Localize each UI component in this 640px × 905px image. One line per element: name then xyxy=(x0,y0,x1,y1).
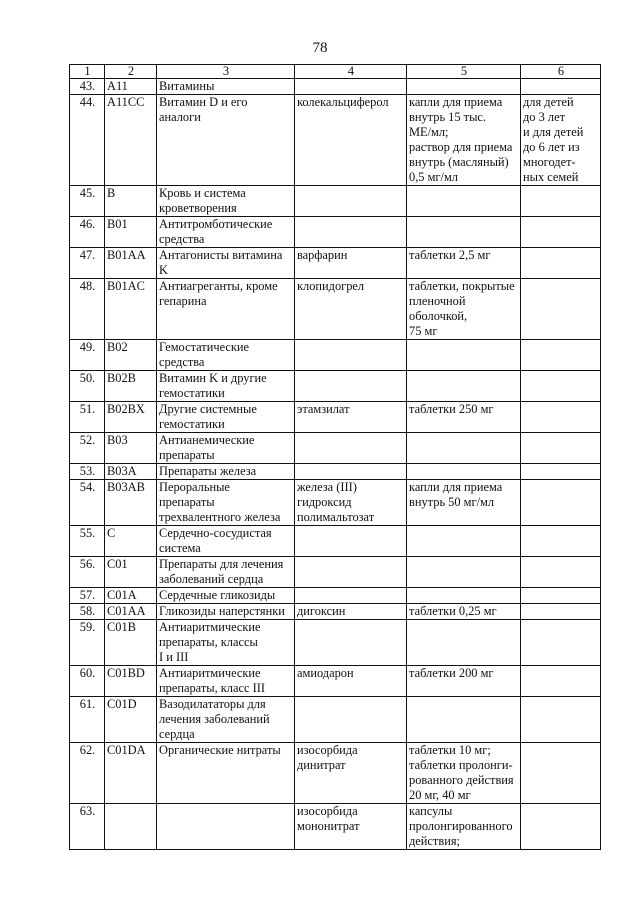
anatomical-group-line: Вазодилататоры для xyxy=(159,697,266,711)
anatomical-group-cell xyxy=(157,743,295,804)
dosage-form-line: оболочкой, xyxy=(409,309,468,323)
anatomical-group-cell xyxy=(157,371,295,402)
dosage-form-cell xyxy=(407,340,521,371)
column-header: 4 xyxy=(295,65,407,79)
row-number-cell: 62. xyxy=(70,743,105,804)
row-number-cell: 44. xyxy=(70,95,105,186)
drug-name-cell xyxy=(295,95,407,186)
dosage-form-cell xyxy=(407,804,521,850)
note-line: до 6 лет из xyxy=(523,140,580,154)
dosage-form-cell xyxy=(407,371,521,402)
drug-name-cell xyxy=(295,557,407,588)
dosage-form-cell xyxy=(407,604,521,620)
table-row xyxy=(70,620,601,666)
dosage-form-cell xyxy=(407,433,521,464)
anatomical-group-cell xyxy=(157,526,295,557)
row-number-cell: 45. xyxy=(70,186,105,217)
note-cell xyxy=(521,340,601,371)
dosage-form-cell xyxy=(407,279,521,340)
atc-code-cell xyxy=(105,804,157,850)
anatomical-group-cell xyxy=(157,804,295,850)
drug-name-line: железа (III) xyxy=(297,480,357,494)
note-cell xyxy=(521,186,601,217)
note-cell xyxy=(521,279,601,340)
atc-code-cell: A11CC xyxy=(105,95,157,186)
row-number-cell: 43. xyxy=(70,79,105,95)
dosage-form-line: капли для приема xyxy=(409,95,503,109)
dosage-form-cell xyxy=(407,588,521,604)
anatomical-group-line: Сердечно-сосудистая xyxy=(159,526,272,540)
anatomical-group-line: средства xyxy=(159,232,205,246)
anatomical-group-line: I и III xyxy=(159,650,189,664)
table-row xyxy=(70,464,601,480)
anatomical-group-line: сердца xyxy=(159,727,195,741)
atc-code-cell: C01A xyxy=(105,588,157,604)
anatomical-group-line: Органические нитраты xyxy=(159,743,281,757)
table-row xyxy=(70,79,601,95)
column-header: 3 xyxy=(157,65,295,79)
row-number-cell: 58. xyxy=(70,604,105,620)
note-cell xyxy=(521,480,601,526)
drug-name-cell xyxy=(295,604,407,620)
anatomical-group-cell xyxy=(157,464,295,480)
anatomical-group-cell xyxy=(157,620,295,666)
drug-name-line: гидроксид xyxy=(297,495,352,509)
row-number-cell: 52. xyxy=(70,433,105,464)
atc-code-cell: B02 xyxy=(105,340,157,371)
note-line: и для детей xyxy=(523,125,584,139)
row-number-cell: 57. xyxy=(70,588,105,604)
anatomical-group-cell xyxy=(157,279,295,340)
drug-name-cell xyxy=(295,697,407,743)
atc-code-cell: B02BX xyxy=(105,402,157,433)
dosage-form-line: внутрь 15 тыс. xyxy=(409,110,487,124)
anatomical-group-line: аналоги xyxy=(159,110,201,124)
row-number-cell: 60. xyxy=(70,666,105,697)
anatomical-group-line: трехвалентного железа xyxy=(159,510,281,524)
note-cell xyxy=(521,620,601,666)
note-cell xyxy=(521,433,601,464)
drug-name-cell xyxy=(295,433,407,464)
drug-name-line: этамзилат xyxy=(297,402,350,416)
table-body xyxy=(70,79,601,850)
table-row xyxy=(70,743,601,804)
drug-name-cell xyxy=(295,588,407,604)
table-row xyxy=(70,666,601,697)
page-number: 78 xyxy=(312,40,328,56)
anatomical-group-cell xyxy=(157,217,295,248)
table-row xyxy=(70,557,601,588)
dosage-form-line: капли для приема xyxy=(409,480,503,494)
anatomical-group-line: Антиаритмические xyxy=(159,620,261,634)
row-number-cell: 54. xyxy=(70,480,105,526)
dosage-form-line: таблетки 200 мг xyxy=(409,666,494,680)
note-cell xyxy=(521,588,601,604)
atc-code-cell: A11 xyxy=(105,79,157,95)
anatomical-group-line: препараты, классы xyxy=(159,635,258,649)
row-number-cell: 53. xyxy=(70,464,105,480)
row-number-cell: 55. xyxy=(70,526,105,557)
dosage-form-cell xyxy=(407,402,521,433)
anatomical-group-cell xyxy=(157,340,295,371)
anatomical-group-line: Гликозиды наперстянки xyxy=(159,604,285,618)
atc-code-cell: B xyxy=(105,186,157,217)
dosage-form-line: МЕ/мл; xyxy=(409,125,449,139)
note-cell xyxy=(521,804,601,850)
dosage-form-cell xyxy=(407,697,521,743)
anatomical-group-line: Антиагреганты, кроме xyxy=(159,279,278,293)
anatomical-group-line: Другие системные xyxy=(159,402,257,416)
row-number-cell: 46. xyxy=(70,217,105,248)
note-cell xyxy=(521,79,601,95)
table-row xyxy=(70,804,601,850)
row-number-cell: 56. xyxy=(70,557,105,588)
dosage-form-cell xyxy=(407,186,521,217)
anatomical-group-line: заболеваний сердца xyxy=(159,572,264,586)
anatomical-group-cell xyxy=(157,433,295,464)
row-number-cell: 50. xyxy=(70,371,105,402)
atc-code-cell: B01 xyxy=(105,217,157,248)
anatomical-group-cell xyxy=(157,480,295,526)
note-line: многодет- xyxy=(523,155,576,169)
dosage-form-cell xyxy=(407,79,521,95)
drug-name-cell xyxy=(295,743,407,804)
anatomical-group-line: средства xyxy=(159,355,205,369)
column-header: 1 xyxy=(70,65,105,79)
anatomical-group-line: кроветворения xyxy=(159,201,237,215)
table-row xyxy=(70,697,601,743)
drug-name-cell xyxy=(295,371,407,402)
dosage-form-line: раствор для приема xyxy=(409,140,513,154)
drug-name-line: изосорбида xyxy=(297,804,358,818)
atc-code-cell: C xyxy=(105,526,157,557)
dosage-form-cell xyxy=(407,217,521,248)
table-row xyxy=(70,588,601,604)
drug-name-line: полимальтозат xyxy=(297,510,375,524)
dosage-form-line: действия; xyxy=(409,834,460,848)
table-row xyxy=(70,604,601,620)
drug-name-cell xyxy=(295,248,407,279)
dosage-form-line: таблетки 10 мг; xyxy=(409,743,491,757)
anatomical-group-line: Антиаритмические xyxy=(159,666,261,680)
note-line: до 3 лет xyxy=(523,110,565,124)
table-row xyxy=(70,433,601,464)
atc-code-cell: C01 xyxy=(105,557,157,588)
dosage-form-cell xyxy=(407,557,521,588)
atc-code-cell: C01B xyxy=(105,620,157,666)
dosage-form-cell xyxy=(407,620,521,666)
anatomical-group-line: Сердечные гликозиды xyxy=(159,588,276,602)
anatomical-group-line: гемостатики xyxy=(159,417,225,431)
column-header: 2 xyxy=(105,65,157,79)
anatomical-group-line: Витамин K и другие xyxy=(159,371,267,385)
anatomical-group-cell xyxy=(157,248,295,279)
table-row xyxy=(70,402,601,433)
anatomical-group-line: лечения заболеваний xyxy=(159,712,270,726)
drug-name-cell xyxy=(295,279,407,340)
row-number-cell: 61. xyxy=(70,697,105,743)
note-cell xyxy=(521,371,601,402)
anatomical-group-line: K xyxy=(159,263,168,277)
drug-list-table xyxy=(69,64,601,850)
table-row xyxy=(70,340,601,371)
table-row xyxy=(70,248,601,279)
drug-name-line: изосорбида xyxy=(297,743,358,757)
dosage-form-line: таблетки пролонги- xyxy=(409,758,513,772)
anatomical-group-line: гепарина xyxy=(159,294,207,308)
dosage-form-line: внутрь (масляный) xyxy=(409,155,509,169)
drug-name-line: мононитрат xyxy=(297,819,360,833)
column-header: 5 xyxy=(407,65,521,79)
dosage-form-cell xyxy=(407,666,521,697)
drug-name-cell xyxy=(295,464,407,480)
drug-name-cell xyxy=(295,804,407,850)
drug-name-line: колекальциферол xyxy=(297,95,389,109)
dosage-form-line: пленочной xyxy=(409,294,466,308)
note-cell xyxy=(521,402,601,433)
anatomical-group-line: Антианемические xyxy=(159,433,255,447)
drug-name-line: динитрат xyxy=(297,758,346,772)
note-cell xyxy=(521,464,601,480)
dosage-form-line: капсулы xyxy=(409,804,453,818)
anatomical-group-line: Антитромботические xyxy=(159,217,273,231)
drug-name-cell xyxy=(295,79,407,95)
anatomical-group-line: Витамин D и его xyxy=(159,95,248,109)
dosage-form-cell xyxy=(407,248,521,279)
dosage-form-line: таблетки 250 мг xyxy=(409,402,494,416)
dosage-form-line: внутрь 50 мг/мл xyxy=(409,495,495,509)
atc-code-cell: B02B xyxy=(105,371,157,402)
table-row xyxy=(70,95,601,186)
anatomical-group-line: Препараты для лечения xyxy=(159,557,284,571)
dosage-form-cell xyxy=(407,480,521,526)
atc-code-cell: C01D xyxy=(105,697,157,743)
drug-name-line: дигоксин xyxy=(297,604,346,618)
atc-code-cell: B03 xyxy=(105,433,157,464)
note-line: ных семей xyxy=(523,170,579,184)
drug-name-cell xyxy=(295,620,407,666)
drug-name-cell xyxy=(295,480,407,526)
drug-name-line: варфарин xyxy=(297,248,348,262)
dosage-form-line: таблетки 2,5 мг xyxy=(409,248,491,262)
anatomical-group-line: препараты xyxy=(159,448,215,462)
note-cell xyxy=(521,95,601,186)
anatomical-group-cell xyxy=(157,186,295,217)
atc-code-cell: B03AB xyxy=(105,480,157,526)
drug-name-cell xyxy=(295,666,407,697)
row-number-cell: 49. xyxy=(70,340,105,371)
dosage-form-line: 20 мг, 40 мг xyxy=(409,788,471,802)
anatomical-group-cell xyxy=(157,666,295,697)
table-row xyxy=(70,217,601,248)
anatomical-group-line: Препараты железа xyxy=(159,464,257,478)
dosage-form-cell xyxy=(407,464,521,480)
drug-name-cell xyxy=(295,217,407,248)
note-cell xyxy=(521,217,601,248)
anatomical-group-line: Витамины xyxy=(159,79,215,93)
table-row xyxy=(70,186,601,217)
note-line: для детей xyxy=(523,95,574,109)
anatomical-group-cell xyxy=(157,95,295,186)
atc-code-cell: B01AA xyxy=(105,248,157,279)
dosage-form-cell xyxy=(407,526,521,557)
note-cell xyxy=(521,743,601,804)
row-number-cell: 47. xyxy=(70,248,105,279)
drug-name-line: амиодарон xyxy=(297,666,354,680)
dosage-form-cell xyxy=(407,743,521,804)
anatomical-group-line: препараты, класс III xyxy=(159,681,265,695)
dosage-form-line: пролонгированного xyxy=(409,819,513,833)
note-cell xyxy=(521,604,601,620)
dosage-form-line: рованного действия xyxy=(409,773,514,787)
row-number-cell: 63. xyxy=(70,804,105,850)
anatomical-group-line: Гемостатические xyxy=(159,340,250,354)
row-number-cell: 48. xyxy=(70,279,105,340)
note-cell xyxy=(521,248,601,279)
anatomical-group-line: Антагонисты витамина xyxy=(159,248,283,262)
note-cell xyxy=(521,697,601,743)
table-row xyxy=(70,480,601,526)
table-row xyxy=(70,371,601,402)
dosage-form-line: 0,5 мг/мл xyxy=(409,170,458,184)
anatomical-group-cell xyxy=(157,697,295,743)
row-number-cell: 51. xyxy=(70,402,105,433)
atc-code-cell: C01DA xyxy=(105,743,157,804)
anatomical-group-cell xyxy=(157,604,295,620)
row-number-cell: 59. xyxy=(70,620,105,666)
table-row xyxy=(70,526,601,557)
atc-code-cell: C01AA xyxy=(105,604,157,620)
anatomical-group-line: гемостатики xyxy=(159,386,225,400)
drug-name-cell xyxy=(295,402,407,433)
dosage-form-line: 75 мг xyxy=(409,324,438,338)
column-header: 6 xyxy=(521,65,601,79)
anatomical-group-line: система xyxy=(159,541,201,555)
anatomical-group-cell xyxy=(157,79,295,95)
drug-name-line: клопидогрел xyxy=(297,279,365,293)
anatomical-group-line: Пероральные xyxy=(159,480,230,494)
dosage-form-line: таблетки 0,25 мг xyxy=(409,604,497,618)
note-cell xyxy=(521,557,601,588)
dosage-form-line: таблетки, покрытые xyxy=(409,279,515,293)
anatomical-group-cell xyxy=(157,402,295,433)
table-row xyxy=(70,279,601,340)
anatomical-group-cell xyxy=(157,588,295,604)
drug-name-cell xyxy=(295,526,407,557)
anatomical-group-cell xyxy=(157,557,295,588)
drug-name-cell xyxy=(295,340,407,371)
atc-code-cell: C01BD xyxy=(105,666,157,697)
note-cell xyxy=(521,666,601,697)
dosage-form-cell xyxy=(407,95,521,186)
drug-name-cell xyxy=(295,186,407,217)
note-cell xyxy=(521,526,601,557)
anatomical-group-line: Кровь и система xyxy=(159,186,246,200)
atc-code-cell: B03A xyxy=(105,464,157,480)
anatomical-group-line: препараты xyxy=(159,495,215,509)
atc-code-cell: B01AC xyxy=(105,279,157,340)
header-row xyxy=(70,65,601,79)
